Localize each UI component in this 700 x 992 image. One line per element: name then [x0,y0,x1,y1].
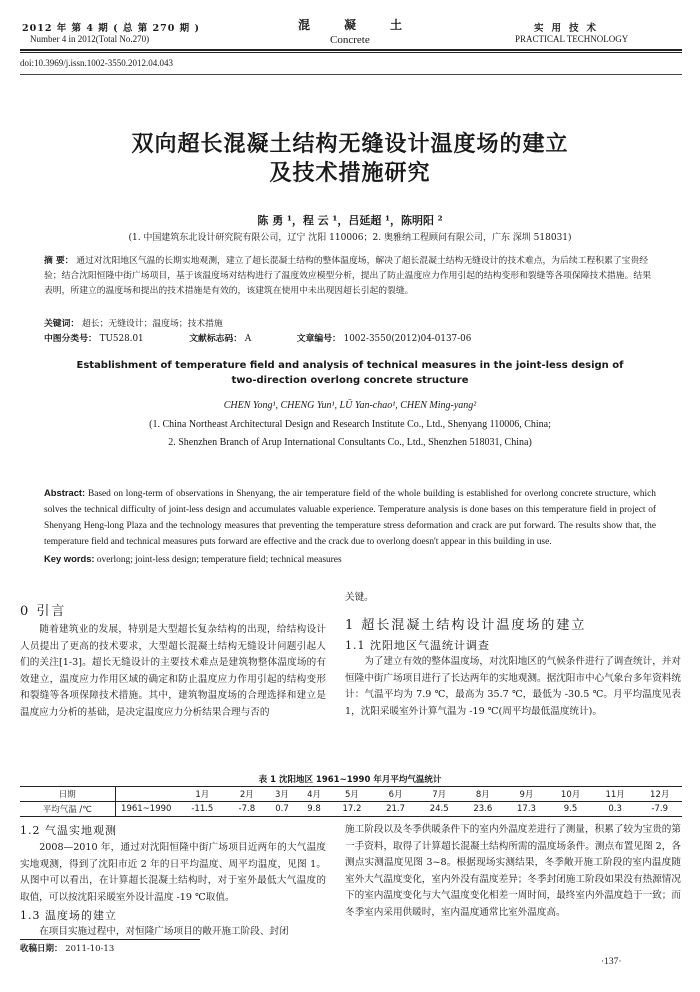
article-no-label: 文章编号： [296,334,341,344]
table-cell: 23.6 [461,802,505,817]
footnote-rule [20,939,200,940]
english-authors: CHEN Yong¹, CHENG Yun¹, LÜ Yan-chao¹, CHEN Ming-yang² [223,400,477,411]
table-header-cell: 7月 [417,787,461,802]
section-1-2-heading: 1.2 气温实地观测 [20,824,117,837]
section-1-1-heading: 1.1 沈阳地区气温统计调查 [345,639,490,652]
table-row-label: 平均气温 /℃ [20,802,115,817]
table-header-cell: 1月 [177,787,228,802]
journal-issue-en: Number 4 in 2012(Total No.270) [30,34,150,44]
journal-name-en: Concrete [330,34,370,46]
section-0-heading: 0 引言 [20,604,67,619]
english-affiliation-2: 2. Shenzhen Branch of Arup International Consultants Co., Ltd., Shenzhen 518031, China) [168,437,532,448]
keywords-cn-text: 超长；无缝设计；温度场；技术措施 [82,319,223,329]
received-date [20,942,114,954]
english-title-line1: Establishment of temperature field and analysis of technical measures in the joint-less design of [76,360,624,371]
table-header-cell: 12月 [637,787,682,802]
section-1-3-heading: 1.3 温度场的建立 [20,909,117,922]
table-cell: 0.3 [593,802,638,817]
english-title-line2: two-direction overlong concrete structure [231,375,469,386]
keywords-en [44,553,656,565]
table-header-cell: 8月 [461,787,505,802]
doc-code-label: 文献标志码： [189,334,243,344]
section-1-heading: 1 超长混凝土结构设计温度场的建立 [345,618,587,633]
continued-text: 关键。 [345,592,374,603]
table-header-cell: 9月 [505,787,549,802]
doi[interactable]: doi:10.3969/j.issn.1002-3550.2012.04.043 [20,58,174,68]
table-cell: 1961~1990 [115,802,177,817]
abstract-cn-text: 通过对沈阳地区气温的长期实地观测，建立了超长混凝土结构的整体温度场，解决了超长混凝土结构无缝设计的技术难点，为后续工程积累了宝贵经验；结合沈阳恒隆中街广场项目，基于该温度场对结构进行了温度效应模型分析，提出了防止温度应力作用引起的结构变形和裂缝等各项保障技术措施。结果表明，所建立的温度场和提出的技术措施是有效的，该建筑在使用中未出现因超长引起的裂缝。 [44,256,651,296]
header-rule-thin [20,52,682,53]
page-number: ·137· [601,957,622,967]
table-header-cell: 日期 [20,787,115,802]
journal-name-cn: 混凝土 [298,18,437,32]
table-header-cell: 4月 [298,787,330,802]
classification-line [44,331,656,344]
doi-rule [20,74,682,75]
received-value: 2011-10-13 [65,944,115,954]
abstract-en-text: Based on long-term of observations in Shenyang, the air temperature field of the whole building is established for overlong concrete structure, which solves the technical difficulty of joint-less design and accumulates valuable experience. Temperature analysis is done bases on this temperature field in project of Shenyang Heng-long Plaza and the technology measures that preventing the temperature stress deformation and crack are put forward. The results show that, the temperature field and technical measures puts forward are effective and the crack due to overlong doesn't appear in this building in use. [44,489,656,547]
table-cell: 24.5 [417,802,461,817]
table-cell: -11.5 [177,802,228,817]
abstract-en [44,485,656,550]
section-1-3-paragraph: 在项目实施过程中，对恒隆广场项目的敞开施工阶段、封闭 [39,926,289,937]
table-cell: 17.2 [330,802,374,817]
abstract-en-label: Abstract: [44,487,86,498]
doc-code-value: A [244,334,252,344]
keywords-en-label: Key words: [44,553,95,564]
affiliation-cn: (1. 中国建筑东北设计研究院有限公司，辽宁 沈阳 110006；2. 奥雅纳工程顾问有限公司，广东 深圳 518031) [128,233,572,243]
section-1-2-paragraph: 2008—2010 年，通过对沈阳恒隆中街广场项目近两年的大气温度实地观测，得到了沈阳市近 2 年的日平均温度、周平均温度，见图 1。从图中可以看出，在计算超长混凝土结构时，对于室外最低大气温度的取值，可以按沈阳采暖室外设计温度 -19 ℃取值。 [20,842,326,903]
keywords-cn-label: 关键词： [44,319,80,329]
table-header-cell [115,787,177,802]
column-name-cn: 实用技术 [534,23,605,34]
column-name-en: PRACTICAL TECHNOLOGY [515,34,629,44]
abstract-cn-label: 摘 要： [44,256,74,266]
abstract-cn [44,254,656,299]
table-cell: 0.7 [266,802,298,817]
table-header-cell: 2月 [228,787,266,802]
keywords-cn [44,316,223,329]
table-1 [20,786,682,817]
authors-cn: 陈 勇 ¹，程 云 ¹，吕延超 ¹，陈明阳 ² [257,214,443,227]
paper-title-line2: 及技术措施研究 [269,161,431,186]
table-cell: 9.5 [548,802,593,817]
table-1-caption: 表 1 沈阳地区 1961~1990 年月平均气温统计 [258,775,442,785]
section-0-paragraph: 随着建筑业的发展，特别是大型超长复杂结构的出现，给结构设计人员提出了更高的技术要求，大型超长混凝土结构无缝设计问题引起人们的关注[1-3]。超长无缝设计的主要技术难点是建筑物整体温度场的有效建立，温度应力作用区域的确定和防止温度应力作用引起的结构变形和裂缝等各项保障技术措施。其中，建筑物温度场的合理选择和建立是温度应力分析的基础，是决定温度应力分析结果合理与否的 [20,624,326,718]
keywords-en-text: overlong; joint-less design; temperature field; technical measures [96,555,342,565]
clc-value: TU528.01 [99,334,144,344]
table-cell: -7.8 [228,802,266,817]
section-1-1-paragraph: 为了建立有效的整体温度场，对沈阳地区的气候条件进行了调查统计，并对恒隆中街广场项目进行了长达两年的实地观测。据沈阳市中心气象台多年资料统计：气温平均为 7.9 ℃，最高为 35.7 ℃，最低为 -30.5 ℃。月平均温度见表 1，沈阳采暖室外计算气温为 -19 ℃(周平均最低温度统计)。 [345,656,681,717]
english-affiliation-1: (1. China Northeast Architectural Design and Research Institute Co., Ltd., Shenyang 110006, China; [149,419,551,430]
journal-issue-cn: 2012 年 第 4 期 ( 总 第 270 期 ) [22,23,200,34]
table-cell: 21.7 [374,802,418,817]
table-header-cell: 3月 [266,787,298,802]
table-header-cell: 5月 [330,787,374,802]
header-rule [20,49,682,51]
table-row [20,802,682,817]
table-cell: 9.8 [298,802,330,817]
table-header-cell: 6月 [374,787,418,802]
article-no-value: 1002-3550(2012)04-0137-06 [343,334,472,344]
paper-title-line1: 双向超长混凝土结构无缝设计温度场的建立 [131,132,569,157]
table-header-cell: 11月 [593,787,638,802]
table-cell: -7.9 [637,802,682,817]
table-header-row [20,787,682,802]
section-1-3-continued: 施工阶段以及冬季供暖条件下的室内外温度差进行了测量，积累了较为宝贵的第一手资料，取得了计算超长混凝土结构所需的温度场条件。测点布置见图 2，各测点实测温度见图 3~8。根据现场实测结果，冬季敞开施工阶段的室内温度随室外大气温度变化，室内外没有温度差异；冬季封闭施工阶段如果没有热源情况下的室内温度变化与大气温度变化相差一周时间，最终室内外温度趋于一致；而冬季室内采用供暖时，室内温度通常比室外温度高。 [345,824,681,918]
table-header-cell: 10月 [548,787,593,802]
table-cell: 17.3 [505,802,549,817]
clc-label: 中图分类号： [44,334,97,344]
received-label: 收稿日期： [20,944,63,954]
